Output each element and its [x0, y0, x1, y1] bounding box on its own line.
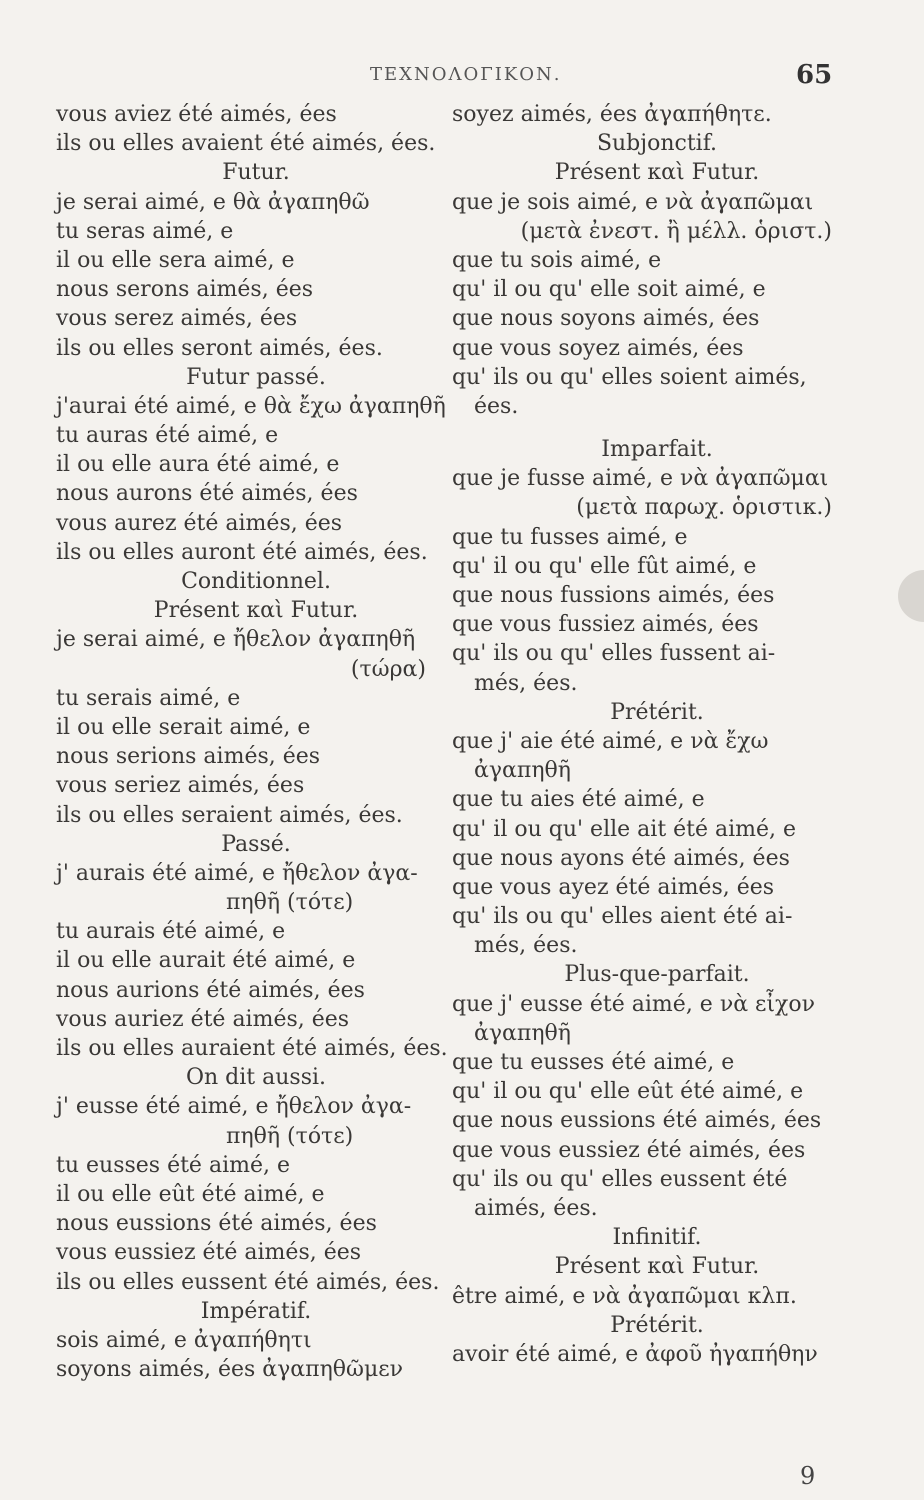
text-line: que vous fussiez aimés, ées	[452, 612, 759, 638]
section-heading: Présent καὶ Futur.	[554, 160, 760, 186]
text-line: vous auriez été aimés, ées	[56, 1006, 350, 1032]
text-line: ils ou elles auraient été aimés, ées.	[56, 1036, 448, 1061]
text-line: que nous fussions aimés, ées	[452, 583, 775, 608]
text-line: πηθῆ (τότε)	[226, 890, 354, 916]
text-line: tu seras aimé, e	[56, 218, 234, 244]
section-heading: Prétérit.	[610, 1312, 704, 1338]
text-line: nous eussions été aimés, ées	[56, 1211, 377, 1237]
text-line: ils ou elles seront aimés, ées.	[56, 335, 383, 361]
section-heading: Futur.	[222, 160, 290, 186]
text-line: je serai aimé, e θὰ ἀγαπηθῶ	[56, 189, 370, 215]
text-line: vous aviez été aimés, ées	[56, 102, 337, 127]
text-line: il ou elle sera aimé, e	[56, 247, 295, 273]
page-header	[0, 60, 924, 100]
text-line: nous aurons été aimés, ées	[56, 481, 358, 507]
text-line: qu' il ou qu' elle soit aimé, e	[452, 277, 766, 303]
text-line: que nous soyons aimés, ées	[452, 306, 760, 332]
text-line: je serai aimé, e ἤθελον ἀγαπηθῆ	[56, 627, 416, 653]
text-line: qu' ils ou qu' elles aient été ai-	[452, 904, 793, 930]
text-line: que vous soyez aimés, ées	[452, 335, 744, 361]
text-line: que j' eusse été aimé, e νὰ εἶχον	[452, 991, 816, 1017]
text-line: ἀγαπηθῆ	[474, 758, 571, 784]
text-line: vous serez aimés, ées	[56, 306, 298, 332]
text-line: nous serions aimés, ées	[56, 744, 321, 770]
text-line: nous serons aimés, ées	[56, 277, 314, 303]
text-line: avoir été aimé, e ἀφοῦ ἠγαπήθην	[452, 1341, 818, 1367]
left-column	[56, 100, 456, 1384]
section-heading: Subjonctif.	[596, 131, 718, 157]
text-line: πηθῆ (τότε)	[226, 1123, 354, 1149]
section-heading: Futur passé.	[186, 364, 326, 390]
text-line: vous aurez été aimés, ées	[56, 510, 343, 536]
text-line: que vous ayez été aimés, ées	[452, 874, 775, 900]
paper-blot	[898, 570, 924, 622]
section-heading: Impératif.	[200, 1298, 312, 1324]
text-line: ils ou elles auront été aimés, ées.	[56, 539, 428, 565]
spacer	[452, 421, 862, 435]
text-line: ils ou elles seraient aimés, ées.	[56, 802, 403, 828]
text-line: que nous eussions été aimés, ées	[452, 1108, 822, 1134]
text-line: sois aimé, e ἀγαπήθητι	[56, 1327, 312, 1353]
text-line: qu' il ou qu' elle ait été aimé, e	[452, 816, 797, 842]
text-line: que vous eussiez été aimés, ées	[452, 1137, 806, 1163]
section-heading: Conditionnel.	[181, 569, 331, 594]
signature-mark: 9	[800, 1462, 816, 1490]
text-line: que je sois aimé, e νὰ ἀγαπῶμαι	[452, 189, 814, 215]
text-line: tu aurais été aimé, e	[56, 919, 286, 945]
text-line: ils ou elles eussent été aimés, ées.	[56, 1269, 440, 1295]
text-line: j' aurais été aimé, e ἤθελον ἀγα-	[56, 860, 418, 886]
section-heading: On dit aussi.	[185, 1065, 327, 1091]
text-line: més, ées.	[474, 933, 578, 959]
text-line: il ou elle serait aimé, e	[56, 714, 311, 740]
page-number: 65	[796, 60, 833, 90]
text-line: (τώρα)	[350, 656, 426, 682]
text-line: qu' ils ou qu' elles eussent été	[452, 1166, 788, 1192]
text-line: ées.	[474, 393, 519, 419]
text-line: vous eussiez été aimés, ées	[56, 1240, 362, 1266]
text-line: soyons aimés, ées ἀγαπηθῶμεν	[56, 1357, 404, 1383]
text-line: aimés, ées.	[474, 1195, 598, 1221]
text-line: que tu eusses été aimé, e	[452, 1050, 735, 1075]
text-line: qu' ils ou qu' elles soient aimés,	[452, 364, 807, 390]
text-line: tu eusses été aimé, e	[56, 1152, 290, 1178]
section-heading: Présent καὶ Futur.	[153, 598, 359, 624]
text-line: soyez aimés, ées ἀγαπήθητε.	[452, 102, 772, 127]
text-line: que nous ayons été aimés, ées	[452, 845, 790, 871]
text-line: tu serais aimé, e	[56, 685, 241, 711]
text-line: que tu aies été aimé, e	[452, 787, 705, 813]
text-line: que je fusse aimé, e νὰ ἀγαπῶμαι	[452, 466, 829, 492]
section-heading: Imparfait.	[601, 437, 713, 463]
text-line: il ou elle eût été aimé, e	[56, 1181, 325, 1207]
text-line: il ou elle aurait été aimé, e	[56, 948, 356, 974]
text-line: être aimé, e νὰ ἀγαπῶμαι κλπ.	[452, 1283, 797, 1309]
text-line: il ou elle aura été aimé, e	[56, 452, 340, 478]
running-title: ΤΕΧΝΟΛΟΓΙΚΟΝ.	[370, 64, 562, 85]
text-line: vous seriez aimés, ées	[56, 773, 305, 799]
text-line: tu auras été aimé, e	[56, 423, 279, 449]
text-line: que tu sois aimé, e	[452, 247, 662, 273]
text-line: ils ou elles avaient été aimés, ées.	[56, 131, 436, 157]
right-column	[452, 100, 862, 1369]
text-line: qu' il ou qu' elle fût aimé, e	[452, 553, 757, 579]
section-heading: Passé.	[221, 831, 291, 857]
text-line: més, ées.	[474, 670, 578, 696]
text-line: nous aurions été aimés, ées	[56, 977, 365, 1003]
text-line: j' eusse été aimé, e ἤθελον ἀγα-	[56, 1094, 412, 1120]
section-heading: Prétérit.	[610, 699, 704, 725]
text-line: que tu fusses aimé, e	[452, 524, 688, 550]
text-line: qu' il ou qu' elle eût été aimé, e	[452, 1079, 804, 1105]
text-line: (μετὰ παρωχ. ὁριστικ.)	[576, 495, 832, 521]
text-line: qu' ils ou qu' elles fussent ai-	[452, 641, 776, 667]
text-line: que j' aie été aimé, e νὰ ἔχω	[452, 728, 769, 754]
section-heading: Plus-que-parfait.	[564, 962, 750, 988]
section-heading: Infinitif.	[612, 1225, 702, 1251]
text-line: j'aurai été aimé, e θὰ ἔχω ἀγαπηθῆ	[56, 393, 446, 419]
section-heading: Présent καὶ Futur.	[554, 1254, 760, 1280]
text-line: (μετὰ ἐνεστ. ἢ μέλλ. ὁριστ.)	[520, 218, 832, 244]
text-line: ἀγαπηθῆ	[474, 1020, 571, 1046]
